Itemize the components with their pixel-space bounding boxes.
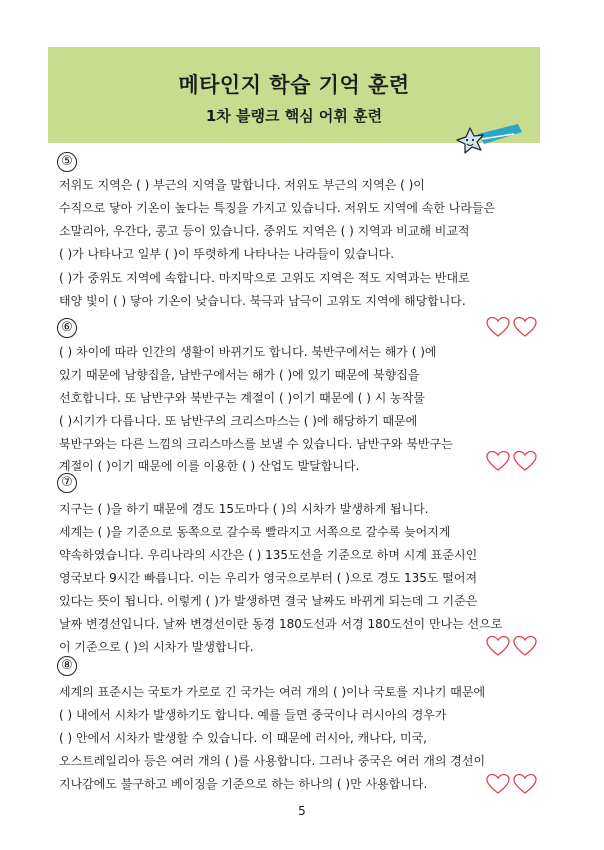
section-number-5: ⑤ (57, 152, 77, 172)
text-line: 이 기준으로 ( )의 시차가 발생합니다. (59, 640, 254, 654)
text-line: 지나감에도 불구하고 베이징을 기준으로 하는 하나의 ( )만 사용합니다. (59, 777, 428, 791)
text-line: 약속하였습니다. 우리나라의 시간은 ( ) 135도선을 기준으로 하며 시계 표준시인 (59, 548, 478, 562)
text-line: ( )가 중위도 지역에 속합니다. 마지막으로 고위도 지역은 적도 지역과는 반대로 (59, 271, 470, 285)
page-number: 5 (298, 804, 306, 818)
heart-icons (486, 450, 538, 472)
section-number-7: ⑦ (57, 473, 77, 493)
page-subtitle: 1차 블랭크 핵심 어휘 훈련 (205, 107, 383, 125)
text-line: 세계의 표준시는 국토가 가로로 긴 국가는 여러 개의 ( )이나 국토를 지나기 때문에 (59, 685, 486, 699)
text-line: 세계는 ( )을 기준으로 동쪽으로 갈수록 빨라지고 서쪽으로 갈수록 늦어지게 (59, 525, 451, 539)
text-line: 선호합니다. 또 남반구와 북반구는 계절이 ( )이기 때문에 ( ) 시 농작물 (59, 391, 425, 405)
text-line: 저위도 지역은 ( ) 부근의 지역을 말합니다. 저위도 부근의 지역은 ( )이 (59, 178, 425, 192)
text-line: 태양 빛이 ( ) 닿아 기온이 낮습니다. 북극과 남극이 고위도 지역에 해당합니다. (59, 294, 466, 308)
heart-icons (486, 635, 538, 657)
text-line: 지구는 ( )을 하기 때문에 경도 15도마다 ( )의 시차가 발생하게 됩니다. (59, 502, 429, 516)
text-line: ( ) 차이에 따라 인간의 생활이 바뀌기도 합니다. 북반구에서는 해가 ( )에 (59, 345, 437, 359)
text-line: 소말리아, 우간다, 콩고 등이 있습니다. 중위도 지역은 ( ) 지역과 비교해 비교적 (59, 224, 470, 238)
text-line: ( ) 내에서 시차가 발생하기도 합니다. 예를 들면 중국이나 러시아의 경우가 (59, 708, 447, 722)
section-number-8: ⑧ (57, 656, 77, 676)
text-line: ( )시기가 다릅니다. 또 남반구의 크리스마스는 ( )에 해당하기 때문에 (59, 414, 418, 428)
text-line: 날짜 변경선입니다. 날짜 변경선이란 동경 180도선과 서경 180도선이 만나는 선으로 (59, 617, 503, 631)
text-line: 계절이 ( )이기 때문에 이를 이용한 ( ) 산업도 발달합니다. (59, 459, 360, 473)
text-line: 북반구와는 다른 느낌의 크리스마스를 보낼 수 있습니다. 남반구와 북반구는 (59, 437, 453, 451)
shooting-star-icon (452, 122, 524, 164)
text-line: 오스트레일리아 등은 여러 개의 ( )를 사용합니다. 그러나 중국은 여러 개의 경선이 (59, 754, 486, 768)
heart-icons (486, 773, 538, 795)
heart-icons (486, 316, 538, 338)
section-number-6: ⑥ (57, 318, 77, 338)
text-line: ( )가 나타나고 일부 ( )이 뚜렷하게 나타나는 나라들이 있습니다. (59, 247, 395, 261)
text-line: 있다는 뜻이 됩니다. 이렇게 ( )가 발생하면 결국 날짜도 바뀌게 되는데 그 기준은 (59, 594, 478, 608)
text-line: 있기 때문에 남향집을, 남반구에서는 해가 ( )에 있기 때문에 북향집을 (59, 368, 420, 382)
text-line: 영국보다 9시간 빠릅니다. 이는 우리가 영국으로부터 ( )으로 경도 135도 떨어져 (59, 571, 478, 585)
text-line: ( ) 안에서 시차가 발생할 수 있습니다. 이 때문에 러시아, 캐나다, 미국, (59, 731, 427, 745)
text-line: 수직으로 닿아 기온이 높다는 특징을 가지고 있습니다. 저위도 지역에 속한 나라들은 (59, 201, 496, 215)
page-title: 메타인지 학습 기억 훈련 (178, 73, 410, 97)
